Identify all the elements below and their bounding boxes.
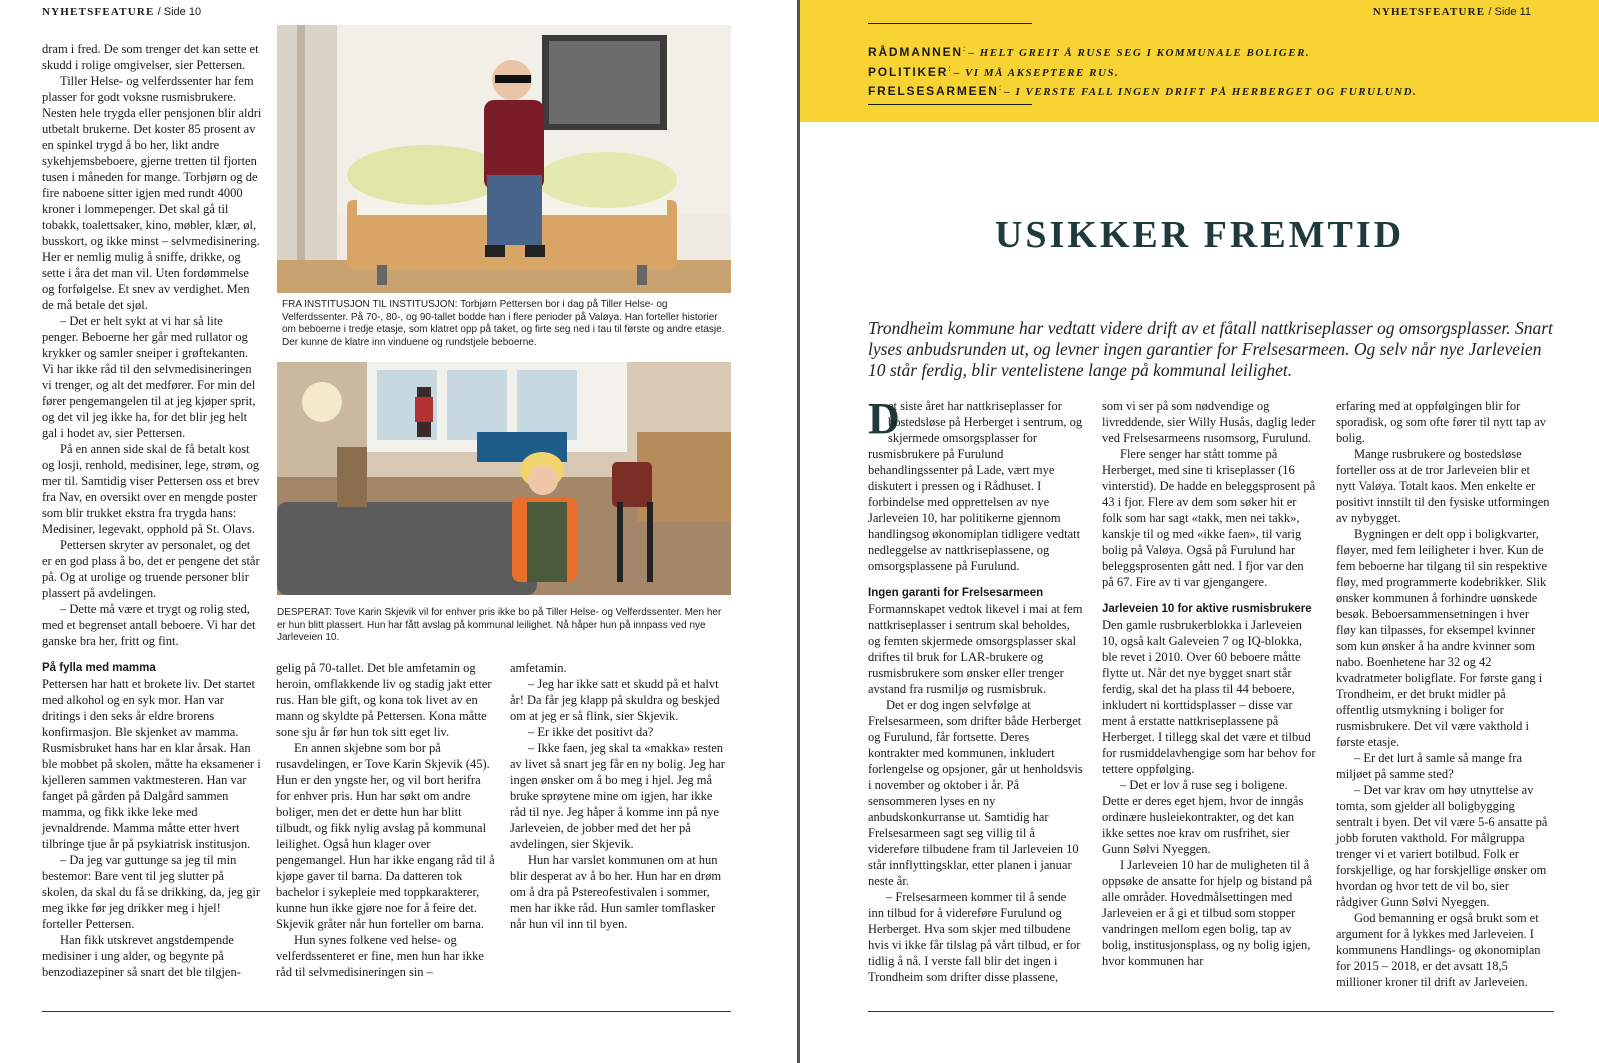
quote-text: – I VERSTE FALL INGEN DRIFT PÅ HERBERGET OG FURULUND. xyxy=(1004,86,1418,98)
band-divider xyxy=(868,23,1032,24)
paragraph xyxy=(868,394,1083,574)
paragraph: Han fikk utskrevet angstdempende medisiner i ung alder, og begynte på benzodiazepiner så snart det ble tilgjen- xyxy=(42,933,241,979)
quote-text: – HELT GREIT Å RUSE SEG I KOMMUNALE BOLIGER. xyxy=(968,47,1311,59)
paragraph: Formannskapet vedtok likevel i mai at fem nattkriseplasser i sentrum skal beholdes, og femten skjermede omsorgsplasser skal driftes til bruk for LAR-brukere og rusmisbrukere som ønsker eller trenger avstand fra rusmiljø og rusmisbruk. xyxy=(868,602,1083,696)
quote-role: RÅDMANNEN xyxy=(868,45,963,59)
subheading: Jarleveien 10 for aktive rusmisbrukere xyxy=(1102,603,1312,615)
paragraph: I Jarleveien 10 har de muligheten til å oppsøke de ansatte for hjelp og bistand på alle områder. Hovedmålsettingen med Jarleveien er å gi et tilbud som stopper vandringen mellom egen bolig, tap av bolig, institusjonsplass, og ny bolig igjen, hvor kommunen har xyxy=(1102,858,1313,968)
page-number: / Side 11 xyxy=(1488,6,1531,18)
paragraph: – Er det lurt å samle så mange fra miljøet på samme sted? xyxy=(1336,751,1522,781)
quote-role: FRELSESARMEEN xyxy=(868,84,999,98)
photo-man-on-bed xyxy=(277,25,731,293)
quote-role: POLITIKER xyxy=(868,64,949,79)
paragraph: – Frelsesarmeen kommer til å sende inn tilbud for å videreføre Furulund og Herberget. Hva som skjer med tilbudene hvis vi ikke får tilslag på vårt tilbud, er for tidlig å nå. I verste fall blir det ingen i Trondheim som drifter disse plassene, xyxy=(868,890,1081,984)
paragraph-text: et siste året har nattkriseplasser for bostedsløse på Herberget i sentrum, og skjermede omsorgsplasser for rusmisbrukere på Furulund behandlingssenter på Lade, vært mye diskutert i pressen og i Rådhuset. I forbindelse med opprettelsen av nye Jarleveien 10, har politikerne gjennom handlingsog økonomiplan tidligere vedtatt nedleggelse av nattkriseplassene, og omsorgsplassene på Furulund. xyxy=(868,399,1083,573)
paragraph: Bygningen er delt opp i boligkvarter, fløyer, med fem leiligheter i hver. Kun de fem beboerne har tilgang til sin respektive fløy, med programmerte kodebrikker. Slik ønsker kommunen å forhindre uønskede besøk. Beboersammensetningen i hver fløy kan tilpasses, for eksempel kvinner som kun ønsker å ha andre kvinner som nabo. Boenhetene har 32 og 42 kvadratmeter boligflate. For første gang i Trondheim, er det brukt midler på offentlig utsmykning i boliger for rusmisbrukere. Det vil være vakthold i første etasje. xyxy=(1336,527,1548,749)
paragraph: På en annen side skal de få betalt kost og losji, renhold, medisiner, lege, strøm, og mer til. Samtidig viser Pettersen oss et brev fra Nav, en oversikt over en mengde poster som blir trukket ekstra fra trygda hans: Medisiner, legevakt, opphold på St. Olavs. xyxy=(42,442,260,536)
bottom-rule xyxy=(42,1011,731,1012)
band-divider xyxy=(868,104,1032,105)
quote-line: RÅDMANNEN: – HELT GREIT Å RUSE SEG I KOMMUNALE BOLIGER. xyxy=(868,43,1311,59)
running-head-right xyxy=(1373,6,1531,18)
article-column-1 xyxy=(868,394,1083,985)
paragraph: gelig på 70-tallet. Det ble amfetamin og heroin, omflakkende liv og stadig jakt etter rus. Han ble gift, og kona tok livet av en mann og skyldte på Pettersen. Kona måtte sone sju år før hun tok sitt eget liv. xyxy=(276,661,492,739)
bottom-rule xyxy=(868,1011,1554,1012)
paragraph: som vi ser på som nødvendige og livreddende, sier Willy Husås, daglig leder ved Frelsesarmeens rusomsorg, Furulund. xyxy=(1102,399,1316,445)
quote-band xyxy=(800,0,1599,122)
paragraph: Hun har varslet kommunen om at hun blir desperat av å bo her. Hun har en drøm om å dra på Pstereofestivalen i sommer, men har ikke råd. Hun samler tomflasker når hun vil inn til byen. xyxy=(510,853,722,931)
running-head-left xyxy=(42,6,201,18)
paragraph: Mange rusbrukere og bostedsløse forteller oss at de tror Jarleveien blir et nytt Valøya. Totalt kaos. Men enkelte er positivt innstilt til den fysiske utformingen av nybygget. xyxy=(1336,447,1550,525)
right-page xyxy=(800,0,1599,1063)
quote-line: POLITIKER: – VI MÅ AKSEPTERE RUS. xyxy=(868,62,1120,79)
paragraph: Den gamle rusbrukerblokka i Jarleveien 10, også kalt Galeveien 7 og IQ-blokka, ble revet i 2010. Over 60 beboere måtte flytte ut. Når det nye bygget snart står ferdig, skal det ha plass til 44 beboere, inkludert ni korttidsplasser – disse var ment å erstatte nattkriseplassene på Herberget. I tillegg skal det være et tilbud for rusmiddelavhengige som har behov for tettere oppfølging. xyxy=(1102,618,1316,776)
paragraph: – Det er helt sykt at vi har så lite penger. Beboerne her går med rullator og krykker og samler sneiper i grøftekanten. Vi har ikke råd til den selvmedisineringen vi trenger, og alt det medfører. For min del fører pengemangelen til at jeg kjøper sprit, og det vil jeg ikke ha, for det blir jeg helt gal i hodet av, sier Pettersen. xyxy=(42,314,256,440)
paragraph: dram i fred. De som trenger det kan sette et skudd i rolige omgivelser, sier Pettersen. xyxy=(42,42,259,72)
article-column-3 xyxy=(510,660,730,932)
subheading: På fylla med mamma xyxy=(42,662,156,674)
drop-cap: D xyxy=(868,394,900,443)
photo-caption: FRA INSTITUSJON TIL INSTITUSJON: Torbjørn Pettersen bor i dag på Tiller Helse- og Velferdssenter. På 70-, 80-, og 90-tallet bodde han i flere perioder på Valøya. Han forteller historier om beboerne i tredje etasje, som klatret opp på taket, og firte seg ned i tau til første og andre etasje. Der kunne de klatre inn vinduene og rundstjele beboerne. xyxy=(282,299,725,348)
paragraph: En annen skjebne som bor på rusavdelingen, er Tove Karin Skjevik (45). Hun er den yngste her, og vil bort herifra for enhver pris. Hun har søkt om andre boliger, men det er dette hun har blitt tilbudt, og fikk nylig avslag på kommunal leilighet. Også hun klager over pengemangel. Hun har ikke engang råd til å kjøpe gaver til barna. Da datteren tok bachelor i sykepleie med toppkarakterer, kunne hun ikke gjøre noe for å feire det. Skjevik gråter når hun forteller om barna. xyxy=(276,741,495,931)
paragraph: erfaring med at oppfølgingen blir for sporadisk, og som ofte fører til nytt tap av bolig. xyxy=(1336,399,1547,445)
photo-woman-common-room xyxy=(277,362,731,595)
paragraph: Pettersen skryter av personalet, og det er en god plass å bo, det er pengene det står på. Og at urolige og truende personer blir plassert på avdelingen. xyxy=(42,538,260,600)
paragraph: Det er dog ingen selvfølge at Frelsesarmeen, som drifter både Herberget og Furulund, får fortsette. Deres kontrakter med kommunen, inkludert forlengelse og opsjoner, går ut henholdsvis i november og oktober i år. På sensommeren lyses en ny anbudskonkurranse ut. Samtidig har Frelsesarmeen sagt seg villig til å videreføre tilbudene fram til Jarleveien 10 står innflyttingsklar, etter planen i januar neste år. xyxy=(868,698,1083,888)
subheading: Ingen garanti for Frelsesarmeen xyxy=(868,587,1044,599)
paragraph: Tiller Helse- og velferdssenter har fem plasser for godt voksne rusmisbrukere. Nesten hele trygda eller pensjonen blir aldri utbetalt brukerne. Det koster 85 prosent av en spinkel trygd å bo her, likt andre sykehjemsbeboere, gjerne tretten til fjorten tusen i måneden for mange. Torbjørn og de fire naboene sitter igjen med rundt 4000 kroner i lommepenger. Det skal gå til tobakk, toalettsaker, kino, møbler, klær, øl, busskort, og ikke minst – selvmedisinering. Her er nemlig mulig å sniffe, drikke, og sette i åra det man vil. Uten fordømmelse og forfølgelse. Et snev av verdighet. Men de må betale det sjøl. xyxy=(42,74,262,312)
paragraph: – Det var krav om høy utnyttelse av tomta, som gjelder all boligbygging sentralt i byen. Det vil være 5-6 ansatte på jobb foruten vakthold. For målgruppa trenger vi et variert botilbud. Folk er forskjellige, og har forskjellige ønsker om hvordan og hvor tett de vil bo, sier rådgiver Gunn Sølvi Nyeggen. xyxy=(1336,783,1548,909)
quote-line: FRELSESARMEEN: – I VERSTE FALL INGEN DRIFT PÅ HERBERGET OG FURULUND. xyxy=(868,82,1418,98)
article-lead: Trondheim kommune har vedtatt videre drift av et fåtall nattkriseplasser og omsorgsplasser. Snart lyses anbudsrunden ut, og levner ingen garantier for Frelsesarmeen. Og selv når nye Jarleveien 10 står ferdig, blir ventelistene lange på kommunal leilighet. xyxy=(868,318,1553,380)
paragraph: God bemanning er også brukt som et argument for å lykkes med Jarleveien. I kommunens Handlings- og økonomiplan for 2015 – 2018, er det avsatt 18,5 millioner kroner til drift av Jarleveien. xyxy=(1336,911,1541,989)
paragraph: – Det er lov å ruse seg i boligene. Dette er deres eget hjem, hvor de inngås ordinære husleiekontrakter, og det kan ikke settes noe krav om rusfrihet, sier Gunn Sølvi Nyeggen. xyxy=(1102,778,1304,856)
paragraph: amfetamin. xyxy=(510,661,567,675)
page-number: / Side 10 xyxy=(157,6,202,18)
paragraph: – Dette må være et trygt og rolig sted, med et begrenset antall beboere. Vi har det ganske bra her, fritt og fint. xyxy=(42,602,256,648)
left-page xyxy=(0,0,797,1063)
section-label: NYHETSFEATURE xyxy=(42,6,155,18)
section-label: NYHETSFEATURE xyxy=(1372,6,1486,18)
paragraph: – Da jeg var guttunge sa jeg til min bestemor: Bare vent til jeg slutter på skolen, da skal du få se drikking, da, jeg gir meg ikke før jeg drikker meg i hjel! forteller Pettersen. xyxy=(42,853,261,931)
article-column-3 xyxy=(1336,398,1551,990)
paragraph: Pettersen har hatt et brokete liv. Det startet med alkohol og en syk mor. Han var dritings i den seks år eldre brorens konfirmasjon. Ble skjenket av mamma. Rusmisbruket hans har en klar årsak. Han ble mobbet på skolen, måtte ha eksamener i kjelleren sammen vaktmesteren. Han var fanget på gården på Dalgård sammen mamma, og fikk ikke leke med jevnaldrende. Mamma måtte etter hvert tilbringe tjue år på psykiatrisk institusjon. xyxy=(42,677,261,851)
quote-text: – VI MÅ AKSEPTERE RUS. xyxy=(953,66,1120,79)
article-headline: USIKKER FREMTID xyxy=(994,214,1405,256)
article-column-2 xyxy=(276,660,496,980)
paragraph: Hun synes folkene ved helse- og velferdssenteret er fine, men hun har ikke råd til selvmedisineringen sin – xyxy=(276,933,484,979)
article-column-1 xyxy=(42,41,262,980)
paragraph: – Jeg har ikke satt et skudd på et halvt år! Da får jeg klapp på skuldra og beskjed om at jeg er så flink, sier Skjevik. xyxy=(510,677,720,723)
paragraph: Flere senger har stått tomme på Herberget, med sine ti kriseplasser (16 vinterstid). De hadde en beleggsprosent på 43 i fjor. Flere av dem som søker hit er folk som har sagt «takk, men nei takk», kanskje til og med «ikke faen», til varig bolig på Valøya. Også på Furulund har beleggsprosenten gått ned. I fjor var den på 67. Fire av ti var gjengangere. xyxy=(1102,447,1316,589)
quote-list xyxy=(868,41,1568,100)
paragraph: – Ikke faen, jeg skal ta «makka» resten av livet så snart jeg får en ny bolig. Jeg har ingen ønsker om å bo meg i hjel. Jeg må bruke sprøytene mine om igjen, har ikke råd til nye. Jeg håper å komme inn på nye Jarleveien, de jobber med det her på avdelingen, sier Skjevik. xyxy=(510,741,725,851)
paragraph: – Er ikke det positivt da? xyxy=(528,725,654,739)
photo-caption: DESPERAT: Tove Karin Skjevik vil for enhver pris ikke bo på Tiller Helse- og Velferdssenter. Men her er hun blitt plassert. Hun har fått avslag på kommunal leilighet. Nå håper hun på innpass ved nye Jarleveien 10. xyxy=(277,607,722,643)
article-column-2 xyxy=(1102,398,1317,969)
